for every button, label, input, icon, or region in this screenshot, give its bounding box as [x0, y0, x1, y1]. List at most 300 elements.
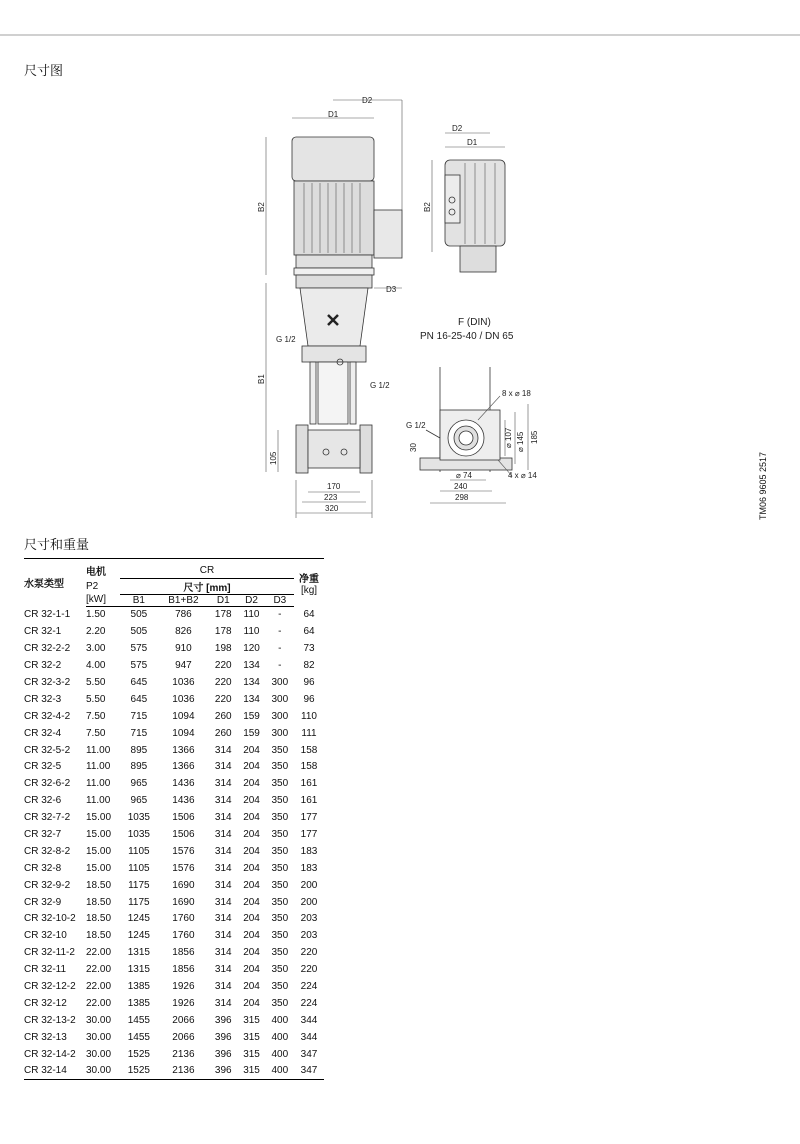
cell-d1: 314: [214, 845, 232, 857]
cell-d2: 204: [243, 778, 260, 790]
cell-d2: 159: [243, 727, 260, 739]
table-row: [24, 725, 324, 742]
cell-weight: 177: [300, 829, 318, 841]
table-row: [24, 877, 324, 894]
pump-front-view: [292, 137, 402, 473]
label-320: 320: [325, 504, 339, 513]
cell-b1b2: 947: [175, 660, 192, 672]
label-g12-top: G 1/2: [276, 335, 296, 344]
cell-b1b2: 1856: [172, 947, 195, 959]
cell-weight: 96: [303, 693, 315, 705]
cell-weight: 111: [301, 727, 317, 739]
label-105: 105: [269, 451, 278, 465]
cell-weight: 64: [303, 609, 315, 621]
cell-pump-type: CR 32-1-1: [24, 609, 71, 621]
label-145: ⌀ 145: [516, 431, 525, 452]
drawing-code: TM06 9605 2517: [758, 451, 768, 520]
cell-weight: 96: [303, 677, 315, 688]
cell-b1b2: 1036: [172, 693, 195, 705]
label-d1: D1: [328, 110, 339, 119]
table-row: [24, 843, 324, 860]
cell-weight: 158: [300, 744, 318, 756]
cell-p2: 7.50: [86, 727, 106, 739]
cell-pump-type: CR 32-4-2: [24, 710, 71, 722]
cell-d3: 350: [271, 812, 289, 824]
cell-pump-type: CR 32-13-2: [24, 1014, 76, 1026]
table-row: [24, 944, 324, 961]
header-kg: [kg]: [300, 584, 318, 596]
header-net-label: 净重: [299, 573, 319, 585]
table-row: [24, 640, 324, 657]
label-d2: D2: [362, 96, 373, 105]
cell-weight: 183: [300, 845, 318, 857]
cell-b1b2: 1436: [172, 778, 195, 790]
cell-p2: 1.50: [86, 609, 106, 621]
cell-d2: 120: [243, 643, 260, 655]
cell-b1b2: 1760: [172, 913, 195, 925]
cell-pump-type: CR 32-14: [24, 1063, 86, 1080]
cell-b1: 895: [130, 761, 148, 773]
cell-d2: 134: [243, 677, 260, 688]
cell-b1: 895: [130, 744, 148, 756]
cell-d1: 314: [214, 744, 232, 756]
cell-b1b2: 1094: [172, 727, 195, 739]
cell-weight: 220: [300, 964, 318, 976]
cell-pump-type: CR 32-3: [24, 693, 62, 705]
header-d1: D1: [209, 594, 237, 606]
cell-p2: 4.00: [86, 660, 106, 672]
label-holes-top: 8 x ⌀ 18: [502, 389, 531, 398]
cell-pump-type: CR 32-5: [24, 761, 62, 773]
cell-b1b2: 2136: [158, 1063, 209, 1080]
cell-b1: 1245: [127, 913, 150, 925]
table-row: [24, 995, 324, 1012]
cell-d1: 314: [214, 829, 232, 841]
cell-b1b2: 1036: [172, 677, 195, 688]
cell-b1: 645: [130, 677, 148, 688]
table-row: [24, 742, 324, 759]
cell-b1: 1385: [127, 997, 150, 1009]
cell-d3: 350: [271, 879, 289, 891]
cell-d1: 314: [214, 812, 232, 824]
header-b1b2: B1+B2: [158, 594, 209, 606]
label-30: 30: [409, 443, 418, 452]
cell-d3: 300: [271, 677, 289, 688]
cell-d1: 314: [214, 964, 232, 976]
cell-weight: 82: [303, 660, 315, 672]
table-row: [24, 860, 324, 877]
table-body: [24, 606, 324, 1080]
cell-d2: 315: [243, 1048, 260, 1060]
cell-d3: 350: [271, 896, 289, 908]
cell-d3: -: [278, 643, 282, 655]
cell-d1: 178: [214, 609, 232, 621]
table-row: [24, 775, 324, 792]
table-row: [24, 894, 324, 911]
table-row: [24, 606, 324, 623]
table-row: [24, 911, 324, 928]
cell-b1b2: 786: [175, 609, 192, 621]
table-row: [24, 708, 324, 725]
cell-d3: 350: [271, 947, 289, 959]
cell-d3: -: [278, 660, 282, 672]
cell-b1: 1455: [127, 1014, 150, 1026]
cell-p2: 30.00: [86, 1048, 112, 1060]
cell-d3: 350: [271, 761, 289, 773]
cell-d2: 204: [243, 744, 260, 756]
cell-p2: 22.00: [86, 981, 112, 993]
cell-d1: 198: [214, 643, 232, 655]
cell-p2: 30.00: [86, 1014, 112, 1026]
cell-p2: 11.00: [86, 761, 111, 773]
table-row: [24, 674, 324, 691]
cell-d2: 315: [243, 1014, 260, 1026]
cell-weight: 110: [301, 710, 317, 722]
cell-b1: 1525: [120, 1063, 158, 1080]
cell-pump-type: CR 32-5-2: [24, 744, 71, 756]
cell-b1b2: 1366: [172, 761, 195, 773]
cell-pump-type: CR 32-12-2: [24, 981, 76, 993]
label-185: 185: [530, 430, 539, 444]
label-107: ⌀ 107: [504, 427, 513, 448]
cell-b1: 965: [130, 795, 148, 807]
cell-pump-type: CR 32-2: [24, 660, 62, 672]
cell-weight: 161: [300, 778, 318, 790]
cell-p2: 22.00: [86, 997, 112, 1009]
cell-p2: 18.50: [86, 913, 112, 925]
cell-b1: 1385: [127, 981, 150, 993]
table-row: [24, 623, 324, 640]
cell-p2: 22.00: [86, 964, 112, 976]
cell-pump-type: CR 32-2-2: [24, 643, 71, 655]
cell-p2: 5.50: [86, 677, 106, 688]
cell-b1b2: 1690: [172, 879, 195, 891]
table-row: [24, 1063, 324, 1080]
cell-b1: 1315: [127, 947, 150, 959]
cell-b1b2: 826: [175, 626, 192, 638]
cell-weight: 200: [300, 896, 318, 908]
cell-p2: 18.50: [86, 896, 112, 908]
cell-d2: 134: [243, 660, 260, 672]
cell-b1b2: 2136: [172, 1048, 195, 1060]
cell-d3: 300: [271, 710, 289, 722]
cell-pump-type: CR 32-6-2: [24, 778, 71, 790]
cell-d3: 400: [266, 1063, 294, 1080]
cell-d3: 350: [271, 862, 289, 874]
cell-pump-type: CR 32-12: [24, 997, 67, 1009]
cell-d1: 260: [214, 727, 232, 739]
cell-d3: 350: [271, 845, 289, 857]
cell-d1: 260: [214, 710, 232, 722]
header-net-weight: [294, 559, 324, 607]
cell-d1: 314: [214, 862, 232, 874]
motor-side-view: [445, 160, 505, 272]
label-74: ⌀ 74: [456, 471, 472, 480]
cell-d2: 204: [243, 812, 260, 824]
cell-d2: 315: [237, 1063, 265, 1080]
cell-p2: 15.00: [86, 862, 112, 874]
table-row: [24, 826, 324, 843]
label-g12-base: G 1/2: [406, 421, 426, 430]
flange-line-2: PN 16-25-40 / DN 65: [420, 331, 514, 342]
cell-b1: 505: [130, 609, 148, 621]
table-row: [24, 1046, 324, 1063]
cell-d3: 400: [271, 1048, 289, 1060]
cell-d2: 204: [243, 997, 260, 1009]
cell-d2: 315: [243, 1031, 260, 1043]
cell-d1: 314: [214, 930, 232, 942]
cell-pump-type: CR 32-10-2: [24, 913, 76, 925]
cell-p2: 22.00: [86, 947, 112, 959]
cell-b1b2: 1506: [172, 812, 195, 824]
cell-d1: 396: [209, 1063, 237, 1080]
cell-d2: 204: [243, 761, 260, 773]
cell-weight: 64: [303, 626, 315, 638]
cell-b1b2: 910: [175, 643, 192, 655]
table-heading: 尺寸和重量: [24, 537, 90, 552]
cell-pump-type: CR 32-11: [24, 964, 67, 976]
cell-b1b2: 1576: [172, 845, 195, 857]
cell-d3: 350: [271, 744, 289, 756]
cell-pump-type: CR 32-8-2: [24, 845, 71, 857]
cell-b1: 715: [130, 727, 148, 739]
cell-b1b2: 1094: [172, 710, 195, 722]
label-side-d1: D1: [467, 138, 478, 147]
cell-pump-type: CR 32-14-2: [24, 1048, 76, 1060]
label-b2: B2: [257, 202, 266, 212]
cell-d1: 314: [214, 913, 232, 925]
cell-d2: 204: [243, 845, 260, 857]
table-row: [24, 1029, 324, 1046]
cell-weight: 200: [300, 879, 318, 891]
cell-b1b2: 1506: [172, 829, 195, 841]
cell-pump-type: CR 32-6: [24, 795, 62, 807]
cell-p2: 15.00: [86, 829, 112, 841]
table-row: [24, 759, 324, 776]
cell-weight: 158: [300, 761, 318, 773]
table-row: [24, 961, 324, 978]
cell-b1: 575: [130, 660, 148, 672]
cell-d3: 400: [271, 1014, 289, 1026]
cell-pump-type: CR 32-10: [24, 930, 67, 942]
dimensions-heading: 尺寸图: [24, 63, 64, 78]
cell-d2: 204: [243, 879, 260, 891]
cell-b1b2: 1926: [172, 981, 195, 993]
cell-d1: 396: [214, 1014, 232, 1026]
cell-b1b2: 1366: [172, 744, 195, 756]
cell-pump-type: CR 32-3-2: [24, 677, 71, 688]
header-d2: D2: [237, 594, 265, 606]
cell-d1: 314: [214, 981, 232, 993]
cell-b1: 1035: [127, 812, 150, 824]
cell-d1: 314: [214, 795, 232, 807]
cell-pump-type: CR 32-13: [24, 1031, 67, 1043]
cell-d2: 110: [243, 626, 260, 638]
cell-pump-type: CR 32-9-2: [24, 879, 71, 891]
table-row: [24, 1012, 324, 1029]
header-b1: B1: [120, 594, 158, 606]
cell-d1: 396: [214, 1048, 232, 1060]
cell-d2: 204: [243, 947, 260, 959]
cell-b1: 715: [130, 710, 148, 722]
label-side-b2: B2: [423, 202, 432, 212]
cell-d2: 204: [243, 913, 260, 925]
cell-pump-type: CR 32-4: [24, 727, 62, 739]
cell-weight: 203: [300, 930, 318, 942]
cell-d1: 220: [214, 693, 232, 705]
cell-d1: 314: [214, 947, 232, 959]
cell-d1: 220: [214, 660, 232, 672]
label-170: 170: [327, 482, 341, 491]
cell-weight: 220: [300, 947, 318, 959]
cell-d1: 220: [214, 677, 232, 688]
cell-pump-type: CR 32-7: [24, 829, 62, 841]
cell-d1: 314: [214, 761, 232, 773]
label-240: 240: [454, 482, 468, 491]
cell-weight: 347: [300, 1048, 318, 1060]
cell-d3: 300: [271, 727, 289, 739]
header-motor: 电机: [86, 567, 106, 578]
cell-pump-type: CR 32-9: [24, 896, 62, 908]
cell-b1: 965: [130, 778, 148, 790]
cell-b1b2: 2066: [172, 1031, 195, 1043]
cell-weight: 73: [303, 643, 315, 655]
flange-line-1: F (DIN): [458, 317, 491, 328]
cell-b1b2: 1690: [172, 896, 195, 908]
header-cr: CR: [120, 559, 294, 579]
cell-b1: 1315: [127, 964, 150, 976]
cell-p2: 15.00: [86, 845, 112, 857]
table-row: [24, 809, 324, 826]
cell-pump-type: CR 32-7-2: [24, 812, 71, 824]
header-p2: P2: [86, 580, 99, 592]
label-d3: D3: [386, 285, 397, 294]
cell-pump-type: CR 32-1: [24, 626, 62, 638]
header-pump-type: 水泵类型: [24, 579, 64, 590]
cell-d3: 350: [271, 829, 289, 841]
cell-b1: 1035: [127, 829, 150, 841]
cell-p2: 30.00: [86, 1031, 112, 1043]
cell-weight: 224: [300, 981, 318, 993]
table-row: [24, 927, 324, 944]
cell-b1: 1105: [128, 862, 150, 874]
cell-d3: 350: [271, 964, 289, 976]
cell-d2: 204: [243, 795, 260, 807]
table-row: [24, 657, 324, 674]
cell-d3: 400: [271, 1031, 289, 1043]
cell-d1: 314: [214, 879, 232, 891]
cell-b1: 1105: [128, 845, 150, 857]
cell-d1: 314: [214, 997, 232, 1009]
cell-d2: 159: [243, 710, 260, 722]
cell-p2: 18.50: [86, 930, 112, 942]
cell-d1: 396: [214, 1031, 232, 1043]
cell-b1: 1175: [128, 879, 150, 891]
cell-d1: 178: [214, 626, 232, 638]
cell-weight: 347: [294, 1063, 324, 1080]
cell-p2: 2.20: [86, 626, 106, 638]
cell-d3: 350: [271, 778, 289, 790]
cell-b1b2: 1760: [172, 930, 195, 942]
header-d3: D3: [266, 594, 294, 606]
cell-d3: 350: [271, 997, 289, 1009]
cell-weight: 344: [300, 1014, 318, 1026]
cell-p2: 11.00: [86, 795, 111, 807]
cell-p2: 18.50: [86, 879, 112, 891]
cell-d1: 314: [214, 778, 232, 790]
cell-d3: 350: [271, 795, 289, 807]
cell-p2: 11.00: [86, 744, 111, 756]
base-flange-view: [420, 367, 512, 472]
cell-weight: 183: [300, 862, 318, 874]
cell-d3: -: [278, 626, 282, 638]
cell-weight: 161: [300, 795, 318, 807]
cell-b1b2: 1436: [172, 795, 195, 807]
cell-b1: 505: [130, 626, 148, 638]
label-g12-side: G 1/2: [370, 381, 390, 390]
cell-b1b2: 1856: [172, 964, 195, 976]
dimensions-weight-table: [24, 558, 324, 1080]
cell-weight: 203: [300, 913, 318, 925]
cell-d2: 204: [243, 896, 260, 908]
cell-b1: 645: [130, 693, 148, 705]
cell-weight: 177: [300, 812, 318, 824]
cell-weight: 224: [300, 997, 318, 1009]
cell-b1b2: 1576: [172, 862, 195, 874]
label-b1: B1: [257, 374, 266, 384]
cell-d2: 204: [243, 862, 260, 874]
cell-p2: 3.00: [86, 643, 106, 655]
cell-b1: 1455: [127, 1031, 150, 1043]
cell-pump-type: CR 32-8: [24, 862, 62, 874]
cell-d2: 204: [243, 981, 260, 993]
dimension-drawing: [0, 0, 800, 530]
cell-d3: 350: [271, 930, 289, 942]
cell-p2: 7.50: [86, 710, 106, 722]
cell-p2: 15.00: [86, 812, 112, 824]
cell-d1: 314: [214, 896, 232, 908]
cell-d3: 300: [271, 693, 289, 705]
cell-d2: 204: [243, 829, 260, 841]
header-kw: [kW]: [86, 594, 120, 606]
cell-p2: 11.00: [86, 778, 111, 790]
cell-d2: 134: [243, 693, 260, 705]
cell-b1b2: 1926: [172, 997, 195, 1009]
table-row: [24, 691, 324, 708]
cell-d3: 350: [271, 913, 289, 925]
cell-weight: 344: [300, 1031, 318, 1043]
cell-b1: 575: [130, 643, 148, 655]
cell-d2: 204: [243, 964, 260, 976]
table-row: [24, 978, 324, 995]
table-row: [24, 792, 324, 809]
cell-p2: 5.50: [86, 693, 106, 705]
header-dims: 尺寸 [mm]: [120, 578, 294, 594]
cell-d2: 110: [243, 609, 260, 621]
cell-b1: 1245: [127, 930, 150, 942]
cell-p2: 30.00: [86, 1063, 120, 1080]
cell-b1: 1175: [128, 896, 150, 908]
cell-b1: 1525: [127, 1048, 150, 1060]
cell-b1b2: 2066: [172, 1014, 195, 1026]
label-holes-base: 4 x ⌀ 14: [508, 471, 537, 480]
cell-d2: 204: [243, 930, 260, 942]
label-298: 298: [455, 493, 469, 502]
cell-d3: -: [278, 609, 282, 621]
cell-d3: 350: [271, 981, 289, 993]
label-223: 223: [324, 493, 338, 502]
label-side-d2: D2: [452, 124, 463, 133]
